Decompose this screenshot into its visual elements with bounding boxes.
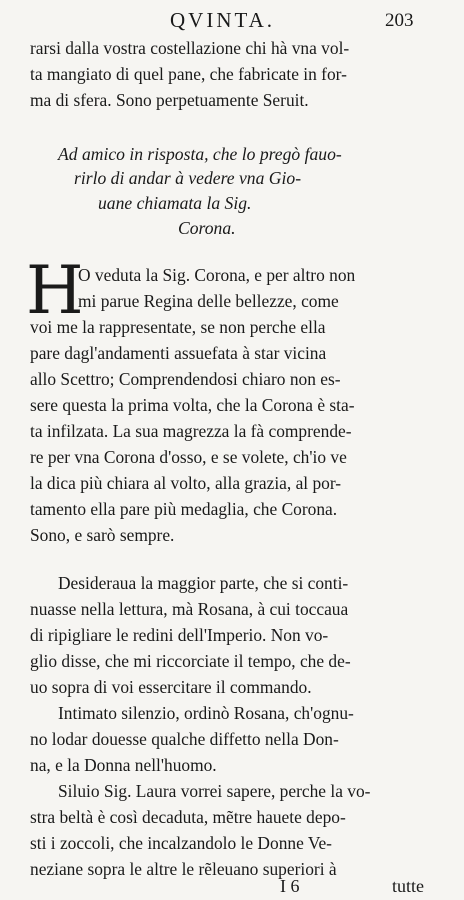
letter-line: pare dagl'andamenti assuefata à star vicina: [30, 343, 327, 363]
letter-line: ta infilzata. La sua magrezza la fà comprende-: [30, 421, 352, 441]
letter-heading-line: rirlo di andar à vedere vna Gio-: [74, 168, 302, 188]
narrative-line: Desideraua la maggior parte, che si conti-: [58, 573, 349, 593]
letter-heading-line: Ad amico in risposta, che lo pregò fauo-: [58, 144, 342, 164]
letter-line: tamento ella pare più medaglia, che Corona.: [30, 499, 338, 519]
letter-line: O veduta la Sig. Corona, e per altro non: [78, 265, 356, 285]
narrative-line: no lodar douesse qualche diffetto nella Don-: [30, 729, 339, 749]
drop-cap-initial: H: [26, 252, 84, 329]
narrative-line: glio disse, che mi riccorciate il tempo, che de-: [30, 651, 351, 671]
running-title: QVINTA.: [170, 8, 276, 32]
narrative-line: na, e la Donna nell'huomo.: [30, 755, 217, 775]
narrative-line: stra beltà è così decaduta, mẽtre hauete depo-: [30, 807, 346, 827]
catchword: tutte: [392, 876, 424, 896]
letter-line: mi parue Regina delle bellezze, come: [78, 291, 339, 311]
narrative-line: sti i zoccoli, che incalzandolo le Donne Ve-: [30, 833, 332, 853]
narrative-line: neziane sopra le altre le rẽleuano superiori à: [30, 859, 337, 879]
narrative-line: nuasse nella lettura, mà Rosana, à cui toccaua: [30, 599, 349, 619]
letter-heading-line: Corona.: [178, 218, 236, 238]
letter-line: voi me la rappresentate, se non perche ella: [30, 317, 326, 337]
letter-line: sere questa la prima volta, che la Corona è sta-: [30, 395, 355, 415]
page-number: 203: [385, 10, 414, 31]
narrative-line: uo sopra di voi essercitare il commando.: [30, 677, 312, 697]
letter-line: re per vna Corona d'osso, e se volete, ch'io ve: [30, 447, 347, 467]
letter-line: allo Scettro; Comprendendosi chiaro non es-: [30, 369, 341, 389]
text-line: ma di sfera. Sono perpetuamente Seruit.: [30, 90, 309, 110]
narrative-line: Intimato silenzio, ordinò Rosana, ch'ognu-: [58, 703, 354, 723]
text-line: rarsi dalla vostra costellazione chi hà vna vol-: [30, 38, 350, 58]
letter-heading-line: uane chiamata la Sig.: [98, 193, 252, 213]
text-line: ta mangiato di quel pane, che fabricate in for-: [30, 64, 347, 84]
narrative-line: di ripigliare le redini dell'Imperio. Non vo-: [30, 625, 329, 645]
letter-line: la dica più chiara al volto, alla grazia, al por-: [30, 473, 342, 493]
signature-mark: I 6: [280, 876, 300, 896]
narrative-line: Siluio Sig. Laura vorrei sapere, perche la vo-: [58, 781, 371, 801]
letter-line: Sono, e sarò sempre.: [30, 525, 175, 545]
